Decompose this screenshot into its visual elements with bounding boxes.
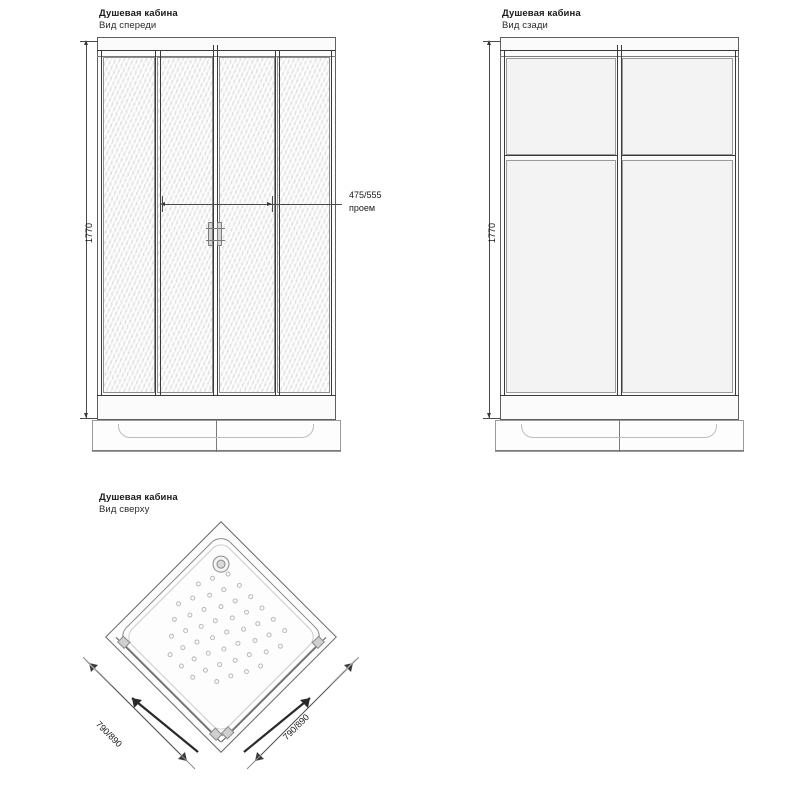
front-handle-bar-1 — [206, 228, 225, 229]
front-view-title — [99, 8, 178, 32]
front-opening-dim-line — [162, 204, 342, 205]
back-height-ext-top — [483, 41, 501, 42]
front-opening-ext-left — [162, 196, 163, 212]
back-panel-left-upper — [506, 58, 616, 155]
front-stile-7 — [279, 50, 280, 395]
back-stile-2 — [617, 45, 618, 395]
front-glass-right-fixed — [277, 57, 330, 393]
back-bottom-rail — [500, 395, 739, 396]
back-panel-right-upper — [622, 58, 733, 155]
back-view-title — [502, 8, 581, 32]
back-height-label: 1770 — [487, 222, 497, 243]
front-height-ext-top — [80, 41, 98, 42]
top-dim-left-label: 790/890 — [93, 719, 125, 750]
back-stile-1 — [504, 50, 505, 395]
back-panel-left-lower — [506, 160, 616, 393]
back-view-title-main: Душевая кабина — [502, 8, 581, 19]
back-stile-4 — [735, 50, 736, 395]
top-view-title-sub: Вид сверху — [99, 504, 150, 515]
front-stile-3 — [160, 50, 161, 395]
front-bottom-rail — [97, 395, 336, 396]
front-glass-left-fixed — [103, 57, 155, 393]
back-view-title-sub: Вид сзади — [502, 20, 548, 31]
front-glass-left-door — [157, 57, 213, 393]
back-rail-left-mid — [504, 155, 617, 156]
front-height-ext-bottom — [80, 418, 98, 419]
back-height-ext-bottom — [483, 418, 501, 419]
back-top-rail — [500, 50, 739, 51]
back-stile-3 — [621, 45, 622, 395]
top-view-title — [99, 492, 178, 516]
front-handle-left[interactable] — [208, 222, 213, 246]
front-stile-1 — [101, 50, 102, 395]
front-view-title-main: Душевая кабина — [99, 8, 178, 19]
front-handle-bar-2 — [206, 240, 225, 241]
back-panel-right-lower — [622, 160, 733, 393]
front-opening-label-size: 475/555 — [349, 190, 382, 200]
front-handle-right[interactable] — [217, 222, 222, 246]
top-dim-right-label: 790/890 — [281, 711, 312, 743]
front-stile-8 — [331, 50, 332, 395]
front-glass-right-door — [219, 57, 275, 393]
back-rail-right-mid — [621, 155, 735, 156]
top-view-title-main: Душевая кабина — [99, 492, 178, 503]
front-tray-apron — [118, 424, 314, 438]
front-opening-ext-right — [272, 196, 273, 212]
front-view-title-sub: Вид спереди — [99, 20, 157, 31]
front-stile-5 — [217, 45, 218, 395]
back-tray-apron — [521, 424, 717, 438]
front-opening-label-text: проем — [349, 203, 376, 213]
front-stile-4 — [213, 45, 214, 395]
front-stile-6 — [275, 50, 276, 395]
front-height-label: 1770 — [84, 222, 94, 243]
back-top-rail-2 — [500, 56, 739, 57]
front-stile-2 — [155, 50, 156, 395]
